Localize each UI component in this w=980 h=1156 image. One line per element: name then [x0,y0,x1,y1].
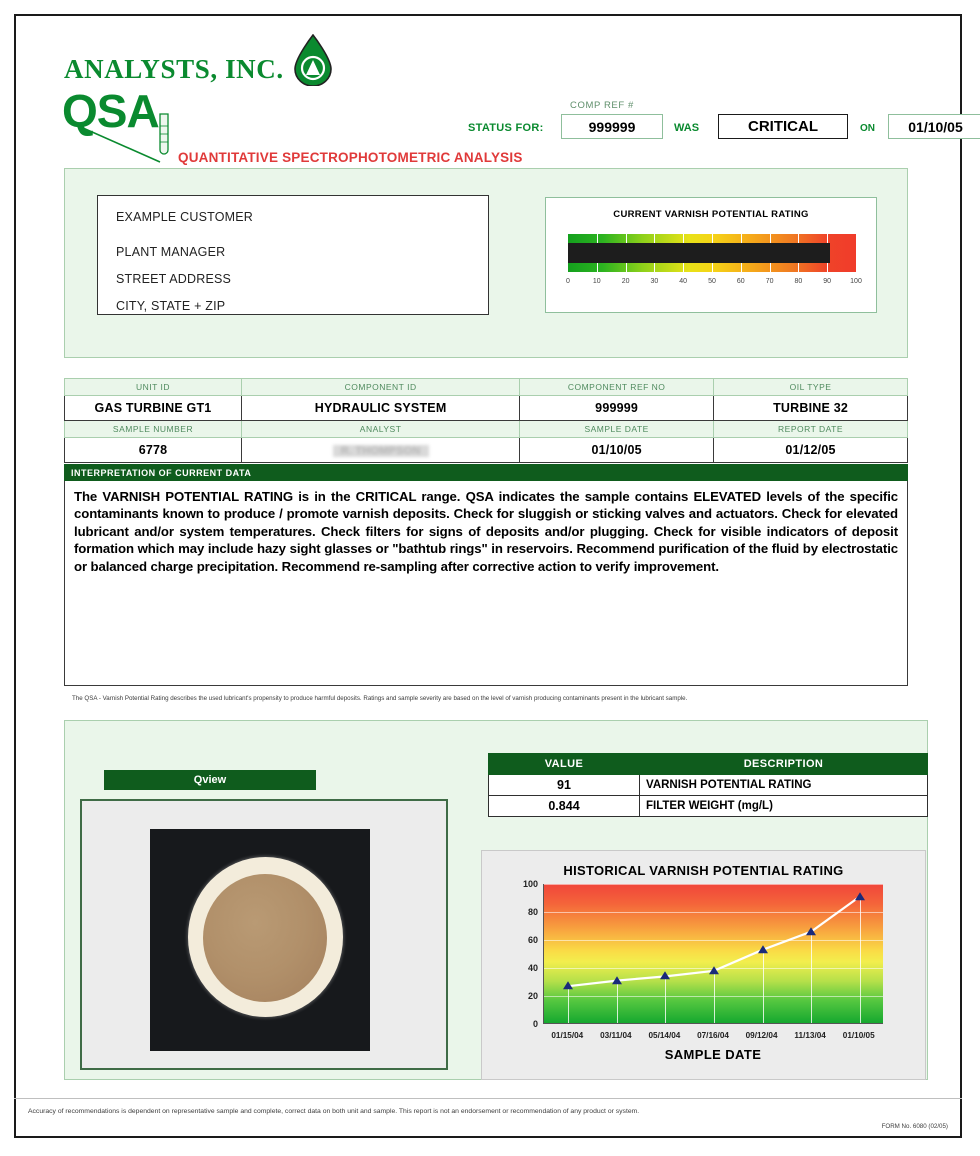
th-component-ref-no: COMPONENT REF NO [520,379,714,396]
td-oil-type: TURBINE 32 [714,396,908,421]
chart-series-line [544,884,884,1024]
td-report-date: 01/12/05 [714,438,908,463]
chart-data-point [806,927,816,935]
td-analyst [242,438,520,463]
chart-y-tick-label: 80 [527,907,538,917]
chart-y-tick-label: 60 [527,935,538,945]
gauge-scale-label: 50 [708,278,716,285]
chart-data-point [709,966,719,974]
status-value-field[interactable]: CRITICAL [718,114,848,139]
table-row [489,796,928,817]
td-vpr-description: VARNISH POTENTIAL RATING [640,775,928,796]
th-description: DESCRIPTION [640,754,928,775]
unit-info-table [64,378,908,463]
gauge-scale-label: 30 [650,278,659,285]
table-row [65,438,908,463]
on-label: ON [860,123,875,134]
chart-x-tick-label: 01/10/05 [842,1031,875,1040]
customer-address-box [97,195,489,315]
gauge-value-indicator [568,243,830,263]
chart-x-tick-label: 07/16/04 [697,1031,729,1040]
chart-x-tick-label: 01/15/04 [551,1031,584,1040]
td-unit-id: GAS TURBINE GT1 [65,396,242,421]
th-unit-id: UNIT ID [65,379,242,396]
footer-form-number: FORM No. 6080 (02/05) [881,1123,948,1130]
chart-x-tick-label: 09/12/04 [745,1031,778,1040]
td-component-id: HYDRAULIC SYSTEM [242,396,520,421]
table-row [65,396,908,421]
chart-y-tick-label: 100 [522,879,538,889]
gauge-scale-label: 10 [592,278,601,285]
th-analyst: ANALYST [242,421,520,438]
comp-ref-value-field[interactable]: 999999 [561,114,663,139]
th-report-date: REPORT DATE [714,421,908,438]
rating-disclaimer: The QSA - Varnish Potential Rating describes the used lubricant's propensity to produce harmful deposits. Ratings and sample severity are based on the level of varnish producing contaminants present in the lubricant sample. [72,695,688,702]
status-date-field[interactable]: 01/10/05 [888,114,980,139]
td-filter-weight-description: FILTER WEIGHT (mg/L) [640,796,928,817]
gauge-scale-label: 20 [621,278,630,285]
chart-y-tick-label: 0 [532,1019,538,1029]
customer-street: STREET ADDRESS [116,272,232,286]
qsa-logo-text: QSA [62,85,159,137]
chart-data-point [660,972,670,980]
varnish-deposit [203,874,327,1002]
gauge-scale-label: 80 [794,278,803,285]
chart-x-tick-label: 03/11/04 [600,1031,632,1040]
gauge-scale-label: 40 [679,278,688,285]
company-logo-text: ANALYSTS, INC. [64,54,284,84]
customer-name: EXAMPLE CUSTOMER [116,210,254,224]
filter-patch-photo [150,829,370,1051]
th-sample-date: SAMPLE DATE [520,421,714,438]
gauge-scale-label: 70 [765,278,774,285]
footer-disclaimer: Accuracy of recommendations is dependent on representative sample and complete, correct data on both unit and sample. This report is not an endorsement or recommendation of any product or system. [28,1108,640,1115]
td-filter-weight-value: 0.844 [489,796,640,817]
gauge-scale-label: 0 [566,278,570,285]
customer-citystatezip: CITY, STATE + ZIP [116,299,226,313]
chart-data-point [758,945,768,953]
gauge-scale-labels [566,278,862,292]
chart-data-point [855,892,865,900]
analyst-redacted: R. THOMPSON [333,445,429,457]
gauge-title: CURRENT VARNISH POTENTIAL RATING [613,209,809,220]
td-sample-date: 01/10/05 [520,438,714,463]
th-value: VALUE [489,754,640,775]
table-header-row [65,379,908,396]
current-rating-gauge [545,197,877,313]
filter-membrane [188,857,343,1017]
interpretation-body [64,481,908,686]
chart-plot-area [543,884,883,1024]
page-footer [14,1098,962,1139]
report-header [16,16,963,165]
droplet-logo-icon [292,34,334,86]
td-sample-number: 6778 [65,438,242,463]
chart-data-point [563,981,573,989]
qview-heading: Qview [104,770,316,790]
status-for-label: STATUS FOR: [468,122,544,134]
report-sheet [14,14,962,1138]
chart-y-tick-label: 20 [527,991,538,1001]
qview-image-box [80,799,448,1070]
chart-x-tick-label: 11/13/04 [794,1031,826,1040]
td-vpr-value: 91 [489,775,640,796]
table-header-row [489,754,928,775]
historical-rating-chart [481,850,926,1080]
customer-and-gauge-panel [64,168,908,358]
chart-data-point [612,976,622,984]
customer-contact: PLANT MANAGER [116,245,226,259]
th-component-id: COMPONENT ID [242,379,520,396]
chart-x-axis-title: SAMPLE DATE [664,1047,762,1062]
interpretation-heading: INTERPRETATION OF CURRENT DATA [64,464,908,481]
was-label: WAS [674,122,700,134]
table-row [489,775,928,796]
gauge-scale-label: 60 [736,278,745,285]
chart-x-tick-label: 05/14/04 [648,1031,681,1040]
interpretation-text: The VARNISH POTENTIAL RATING is in the CRITICAL range. QSA indicates the sample contains ELEVATED levels of the specific contaminants known to produce / promote varnish deposits. Check for sluggish or sticking valves and actuators. Check for elevated lubricant and/or system temperatures. Check filters for signs of deposits and/or plugging. Check for visible indicators of deposit formation which may include hazy sight glasses or "bathtub rings" in reservoirs. Recommend purification of the fluid by electrostatic or balanced charge precipitation. Recommend re-sampling after corrective action to verify improvement. [74,489,898,574]
logo-pointer-line [74,124,166,166]
th-sample-number: SAMPLE NUMBER [65,421,242,438]
chart-y-tick-label: 40 [527,963,538,973]
chart-title: HISTORICAL VARNISH POTENTIAL RATING [563,863,844,878]
table-header-row [65,421,908,438]
tagline: QUANTITATIVE SPECTROPHOTOMETRIC ANALYSIS [178,150,523,165]
gauge-scale-label: 100 [850,278,862,285]
value-description-table [488,753,928,817]
status-bar [456,100,963,148]
comp-ref-label: COMP REF # [570,100,634,111]
td-component-ref-no: 999999 [520,396,714,421]
th-oil-type: OIL TYPE [714,379,908,396]
gauge-scale-label: 90 [823,278,832,285]
